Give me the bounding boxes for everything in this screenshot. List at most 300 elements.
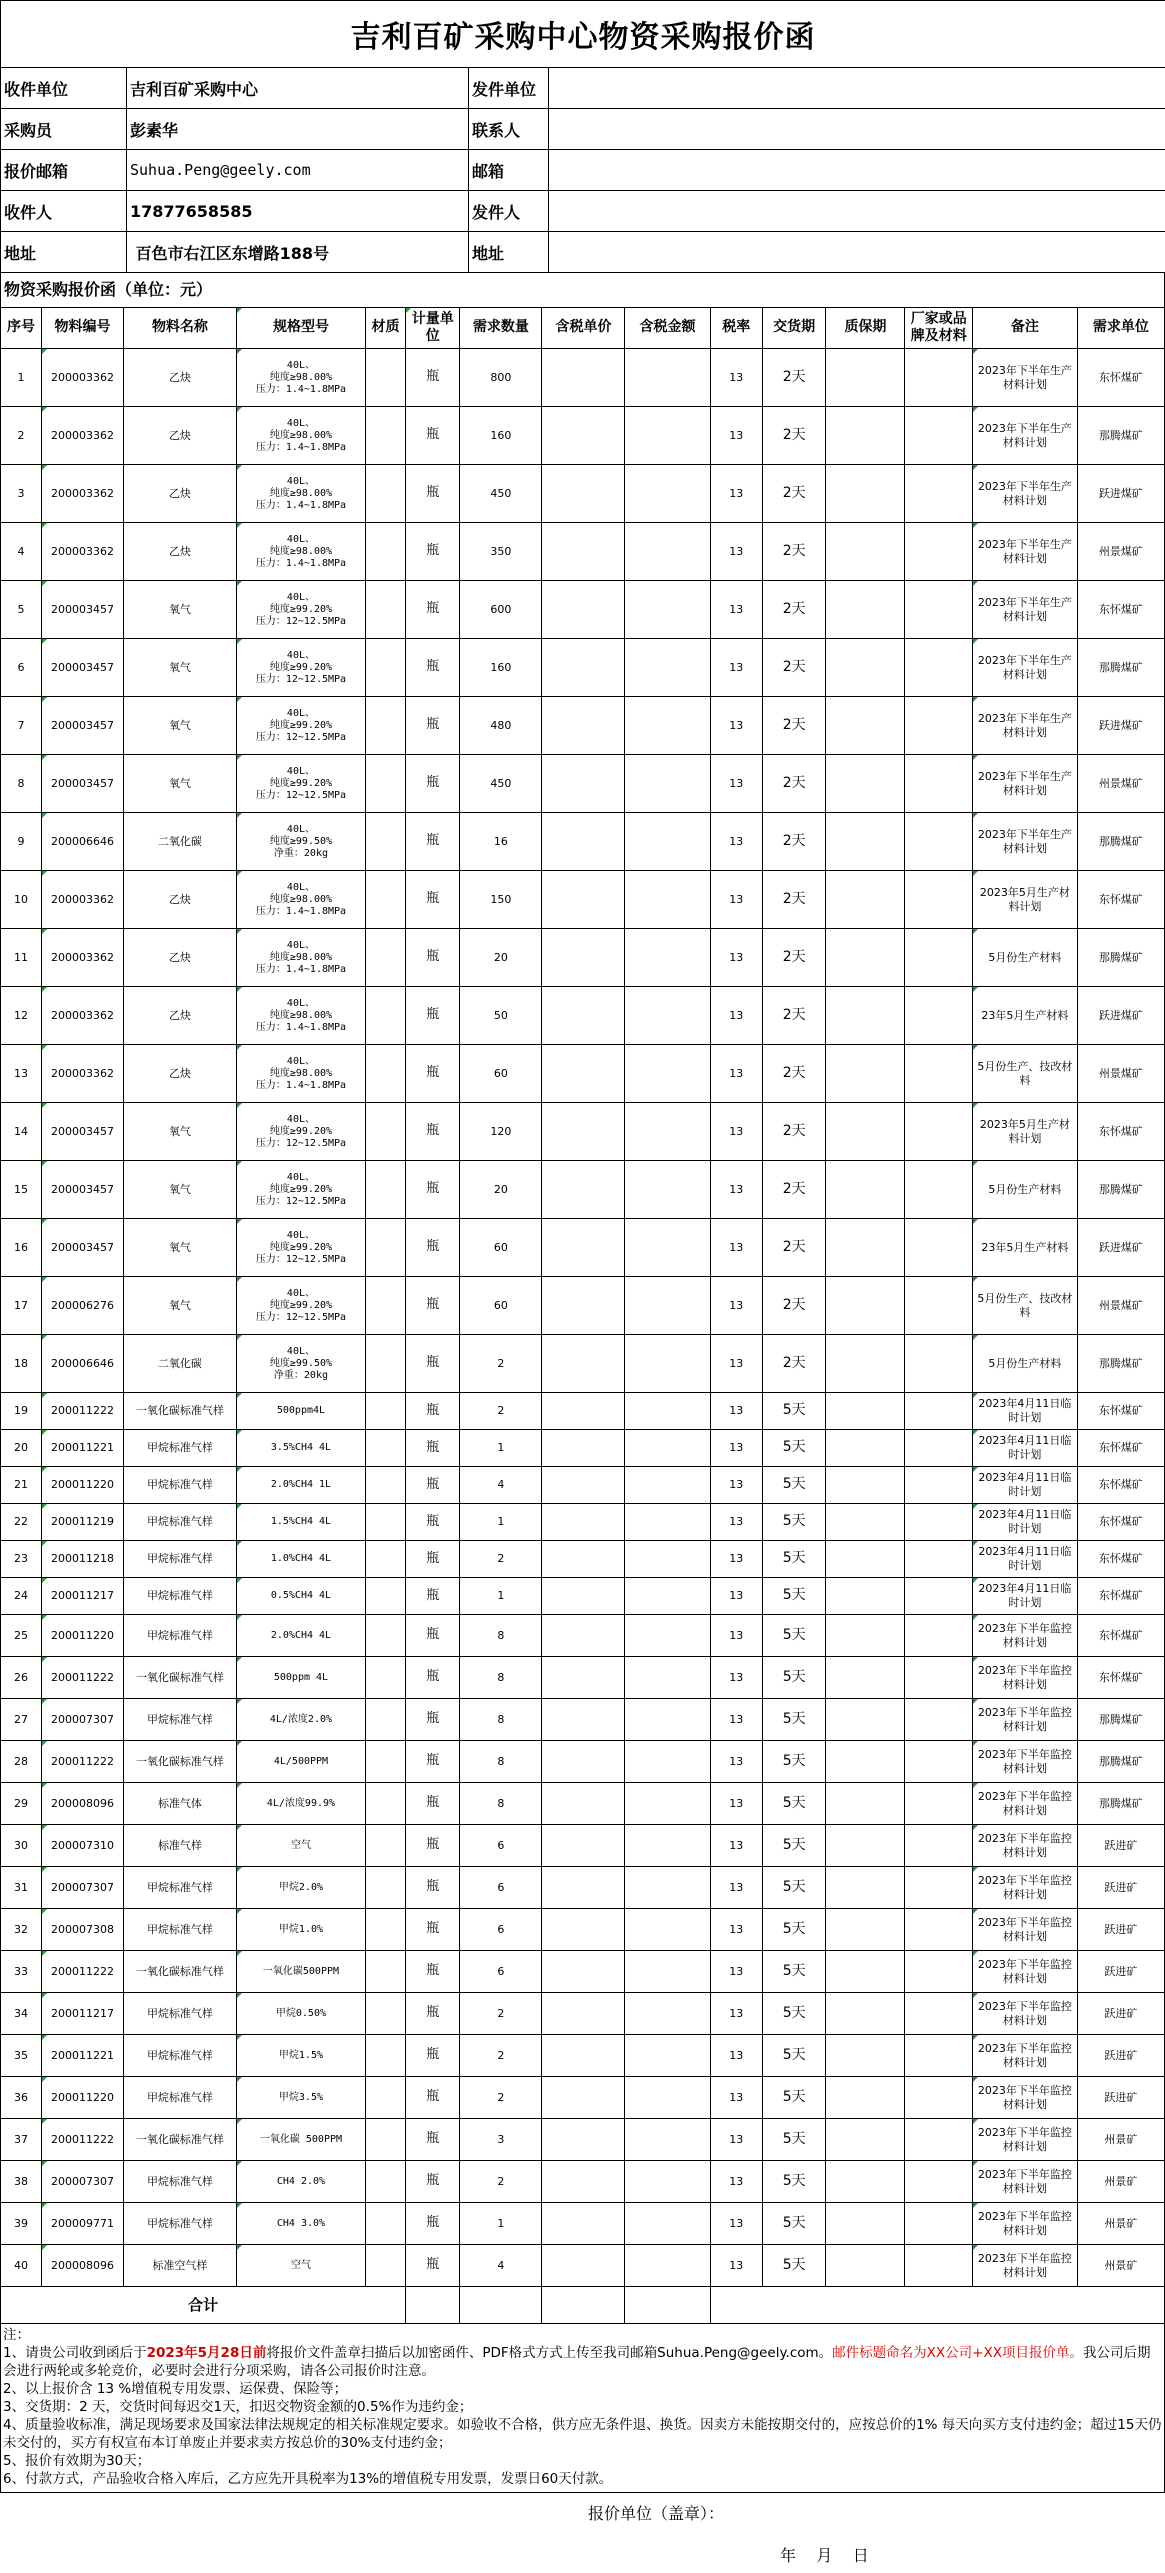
material-quality[interactable] xyxy=(366,1504,406,1541)
unit: 瓶 xyxy=(406,813,460,871)
warranty[interactable] xyxy=(826,1335,905,1393)
warranty[interactable] xyxy=(826,1699,905,1741)
row-number: 20 xyxy=(1,1430,42,1467)
material-quality[interactable] xyxy=(366,1699,406,1741)
amount[interactable] xyxy=(625,1578,710,1615)
material-quality[interactable] xyxy=(366,755,406,813)
material-quality[interactable] xyxy=(366,1951,406,1993)
manufacturer[interactable] xyxy=(905,1867,973,1909)
spec: 40L、 纯度≥99.20% 压力：12~12.5MPa xyxy=(236,639,365,697)
unit-price[interactable] xyxy=(542,813,625,871)
material-quality[interactable] xyxy=(366,639,406,697)
amount[interactable] xyxy=(625,2245,710,2287)
unit-price[interactable] xyxy=(542,1103,625,1161)
warranty[interactable] xyxy=(826,1909,905,1951)
tax-rate: 13 xyxy=(710,639,762,697)
warranty[interactable] xyxy=(826,1430,905,1467)
material-name: 甲烷标准气样 xyxy=(124,1909,237,1951)
amount[interactable] xyxy=(625,1161,710,1219)
warranty[interactable] xyxy=(826,1393,905,1430)
material-code: 200011220 xyxy=(42,1615,124,1657)
unit-price[interactable] xyxy=(542,349,625,407)
material-quality[interactable] xyxy=(366,2203,406,2245)
tax-rate: 13 xyxy=(710,1783,762,1825)
material-name: 标准气体 xyxy=(124,1783,237,1825)
unit-price[interactable] xyxy=(542,2245,625,2287)
note-2: 2、以上报价含 13 %增值税专用发票、运保费、保险等； xyxy=(3,2381,1162,2399)
material-quality[interactable] xyxy=(366,697,406,755)
amount[interactable] xyxy=(625,581,710,639)
unit-price[interactable] xyxy=(542,1741,625,1783)
warranty[interactable] xyxy=(826,2077,905,2119)
warranty[interactable] xyxy=(826,1219,905,1277)
warranty[interactable] xyxy=(826,349,905,407)
send-unit-value[interactable] xyxy=(549,68,1165,109)
amount[interactable] xyxy=(625,1699,710,1741)
manufacturer[interactable] xyxy=(905,1951,973,1993)
material-code: 200011222 xyxy=(42,1657,124,1699)
unit: 瓶 xyxy=(406,1909,460,1951)
amount[interactable] xyxy=(625,407,710,465)
manufacturer[interactable] xyxy=(905,639,973,697)
material-quality[interactable] xyxy=(366,1161,406,1219)
material-name: 一氧化碳标准气样 xyxy=(124,1741,237,1783)
remark: 2023年下半年监控材料计划 xyxy=(973,1951,1078,1993)
manufacturer[interactable] xyxy=(905,1335,973,1393)
quantity: 1 xyxy=(460,2203,542,2245)
table-row xyxy=(1,697,1165,755)
warranty[interactable] xyxy=(826,1993,905,2035)
manufacturer[interactable] xyxy=(905,1578,973,1615)
unit-price[interactable] xyxy=(542,1993,625,2035)
amount[interactable] xyxy=(625,871,710,929)
warranty[interactable] xyxy=(826,2203,905,2245)
amount[interactable] xyxy=(625,349,710,407)
material-code: 200011221 xyxy=(42,1430,124,1467)
table-row xyxy=(1,2161,1165,2203)
unit-price[interactable] xyxy=(542,1578,625,1615)
manufacturer[interactable] xyxy=(905,1783,973,1825)
amount[interactable] xyxy=(625,987,710,1045)
quantity: 20 xyxy=(460,1161,542,1219)
warranty[interactable] xyxy=(826,523,905,581)
manufacturer[interactable] xyxy=(905,2161,973,2203)
unit-price[interactable] xyxy=(542,1430,625,1467)
manufacturer[interactable] xyxy=(905,1045,973,1103)
amount[interactable] xyxy=(625,1103,710,1161)
material-quality[interactable] xyxy=(366,987,406,1045)
amount[interactable] xyxy=(625,1045,710,1103)
manufacturer[interactable] xyxy=(905,697,973,755)
manufacturer[interactable] xyxy=(905,2245,973,2287)
material-code: 200003457 xyxy=(42,1103,124,1161)
unit-price[interactable] xyxy=(542,407,625,465)
warranty[interactable] xyxy=(826,1277,905,1335)
amount[interactable] xyxy=(625,1825,710,1867)
quantity: 2 xyxy=(460,2035,542,2077)
material-name: 甲烷标准气样 xyxy=(124,2161,237,2203)
table-row xyxy=(1,755,1165,813)
table-row xyxy=(1,2077,1165,2119)
material-quality[interactable] xyxy=(366,929,406,987)
unit-price[interactable] xyxy=(542,2077,625,2119)
tax-rate: 13 xyxy=(710,1657,762,1699)
material-quality[interactable] xyxy=(366,1430,406,1467)
table-row xyxy=(1,2119,1165,2161)
manufacturer[interactable] xyxy=(905,2119,973,2161)
material-quality[interactable] xyxy=(366,407,406,465)
unit-price[interactable] xyxy=(542,2203,625,2245)
warranty[interactable] xyxy=(826,581,905,639)
manufacturer[interactable] xyxy=(905,1467,973,1504)
unit-price[interactable] xyxy=(542,465,625,523)
remark: 2023年5月生产材料计划 xyxy=(973,871,1078,929)
manufacturer[interactable] xyxy=(905,407,973,465)
quantity: 120 xyxy=(460,1103,542,1161)
warranty[interactable] xyxy=(826,465,905,523)
warranty[interactable] xyxy=(826,1467,905,1504)
manufacturer[interactable] xyxy=(905,1993,973,2035)
delivery: 5天 xyxy=(762,2203,826,2245)
manufacturer[interactable] xyxy=(905,1277,973,1335)
row-number: 30 xyxy=(1,1825,42,1867)
quantity: 8 xyxy=(460,1783,542,1825)
amount[interactable] xyxy=(625,1993,710,2035)
table-row xyxy=(1,1825,1165,1867)
material-quality[interactable] xyxy=(366,1045,406,1103)
amount[interactable] xyxy=(625,1783,710,1825)
mailbox-value[interactable] xyxy=(549,150,1165,191)
material-quality[interactable] xyxy=(366,581,406,639)
manufacturer[interactable] xyxy=(905,1161,973,1219)
warranty[interactable] xyxy=(826,1504,905,1541)
row-number: 14 xyxy=(1,1103,42,1161)
column-header: 备注 xyxy=(973,308,1078,349)
department: 东怀煤矿 xyxy=(1077,1578,1164,1615)
material-quality[interactable] xyxy=(366,1657,406,1699)
sender-label: 发件人 xyxy=(469,191,549,232)
amount[interactable] xyxy=(625,1867,710,1909)
amount[interactable] xyxy=(625,1393,710,1430)
amount[interactable] xyxy=(625,1909,710,1951)
recipient-value[interactable]: 17877658585 xyxy=(127,191,469,232)
unit-price[interactable] xyxy=(542,755,625,813)
info-table xyxy=(0,67,1165,273)
material-quality[interactable] xyxy=(366,2119,406,2161)
delivery: 2天 xyxy=(762,1219,826,1277)
warranty[interactable] xyxy=(826,813,905,871)
remark: 2023年下半年监控材料计划 xyxy=(973,1867,1078,1909)
manufacturer[interactable] xyxy=(905,2077,973,2119)
tax-rate: 13 xyxy=(710,1541,762,1578)
material-quality[interactable] xyxy=(366,523,406,581)
manufacturer[interactable] xyxy=(905,1909,973,1951)
manufacturer[interactable] xyxy=(905,871,973,929)
warranty[interactable] xyxy=(826,1951,905,1993)
warranty[interactable] xyxy=(826,987,905,1045)
spec: 40L、 纯度≥99.20% 压力：12~12.5MPa xyxy=(236,755,365,813)
unit-price[interactable] xyxy=(542,1783,625,1825)
address2-label: 地址 xyxy=(469,232,549,273)
amount[interactable] xyxy=(625,465,710,523)
unit-price[interactable] xyxy=(542,1951,625,1993)
unit-price[interactable] xyxy=(542,2119,625,2161)
unit-price[interactable] xyxy=(542,1335,625,1393)
material-quality[interactable] xyxy=(366,2245,406,2287)
unit-price[interactable] xyxy=(542,1277,625,1335)
remark: 2023年4月11日临时计划 xyxy=(973,1578,1078,1615)
column-header: 物料名称 xyxy=(124,308,237,349)
amount[interactable] xyxy=(625,1219,710,1277)
manufacturer[interactable] xyxy=(905,581,973,639)
warranty[interactable] xyxy=(826,755,905,813)
material-quality[interactable] xyxy=(366,1825,406,1867)
amount[interactable] xyxy=(625,523,710,581)
amount[interactable] xyxy=(625,697,710,755)
unit-price[interactable] xyxy=(542,639,625,697)
unit: 瓶 xyxy=(406,987,460,1045)
manufacturer[interactable] xyxy=(905,1741,973,1783)
warranty[interactable] xyxy=(826,2035,905,2077)
contact-value[interactable] xyxy=(549,109,1165,150)
spec: 500ppm4L xyxy=(236,1393,365,1430)
department: 东怀煤矿 xyxy=(1077,581,1164,639)
manufacturer[interactable] xyxy=(905,1219,973,1277)
tax-rate: 13 xyxy=(710,1504,762,1541)
manufacturer[interactable] xyxy=(905,1657,973,1699)
unit-price[interactable] xyxy=(542,1393,625,1430)
unit-price[interactable] xyxy=(542,1504,625,1541)
material-quality[interactable] xyxy=(366,1909,406,1951)
tax-rate: 13 xyxy=(710,1699,762,1741)
material-name: 甲烷标准气样 xyxy=(124,1541,237,1578)
amount[interactable] xyxy=(625,639,710,697)
tax-rate: 13 xyxy=(710,523,762,581)
items-table xyxy=(0,307,1165,2324)
delivery: 2天 xyxy=(762,929,826,987)
warranty[interactable] xyxy=(826,407,905,465)
quantity: 150 xyxy=(460,871,542,929)
quantity: 6 xyxy=(460,1951,542,1993)
delivery: 5天 xyxy=(762,1993,826,2035)
material-name: 一氧化碳标准气样 xyxy=(124,1657,237,1699)
material-quality[interactable] xyxy=(366,1783,406,1825)
delivery: 5天 xyxy=(762,1393,826,1430)
warranty[interactable] xyxy=(826,1578,905,1615)
manufacturer[interactable] xyxy=(905,1393,973,1430)
material-quality[interactable] xyxy=(366,1741,406,1783)
material-quality[interactable] xyxy=(366,2077,406,2119)
manufacturer[interactable] xyxy=(905,987,973,1045)
unit-price[interactable] xyxy=(542,1161,625,1219)
delivery: 5天 xyxy=(762,1783,826,1825)
unit-price[interactable] xyxy=(542,987,625,1045)
material-quality[interactable] xyxy=(366,1541,406,1578)
table-row xyxy=(1,1219,1165,1277)
warranty[interactable] xyxy=(826,1103,905,1161)
unit-price[interactable] xyxy=(542,1045,625,1103)
remark: 2023年4月11日临时计划 xyxy=(973,1467,1078,1504)
warranty[interactable] xyxy=(826,1045,905,1103)
material-quality[interactable] xyxy=(366,871,406,929)
tax-rate: 13 xyxy=(710,1578,762,1615)
unit: 瓶 xyxy=(406,755,460,813)
amount[interactable] xyxy=(625,2203,710,2245)
material-quality[interactable] xyxy=(366,1219,406,1277)
unit-price[interactable] xyxy=(542,2035,625,2077)
manufacturer[interactable] xyxy=(905,1103,973,1161)
amount[interactable] xyxy=(625,1467,710,1504)
warranty[interactable] xyxy=(826,639,905,697)
spec: 40L、 纯度≥98.00% 压力：1.4~1.8MPa xyxy=(236,1045,365,1103)
amount[interactable] xyxy=(625,2119,710,2161)
delivery: 2天 xyxy=(762,581,826,639)
spec: 甲烷2.0% xyxy=(236,1867,365,1909)
warranty[interactable] xyxy=(826,1615,905,1657)
amount[interactable] xyxy=(625,2161,710,2203)
material-quality[interactable] xyxy=(366,465,406,523)
delivery: 5天 xyxy=(762,1699,826,1741)
unit-price[interactable] xyxy=(542,581,625,639)
unit-price[interactable] xyxy=(542,1541,625,1578)
manufacturer[interactable] xyxy=(905,1825,973,1867)
delivery: 2天 xyxy=(762,755,826,813)
amount[interactable] xyxy=(625,1615,710,1657)
unit-price[interactable] xyxy=(542,523,625,581)
row-number: 28 xyxy=(1,1741,42,1783)
sender-value[interactable] xyxy=(549,191,1165,232)
amount[interactable] xyxy=(625,1335,710,1393)
manufacturer[interactable] xyxy=(905,755,973,813)
amount[interactable] xyxy=(625,1504,710,1541)
warranty[interactable] xyxy=(826,2119,905,2161)
amount[interactable] xyxy=(625,1430,710,1467)
material-quality[interactable] xyxy=(366,2035,406,2077)
material-quality[interactable] xyxy=(366,349,406,407)
material-quality[interactable] xyxy=(366,2161,406,2203)
unit-price[interactable] xyxy=(542,1825,625,1867)
total-amount[interactable] xyxy=(625,2287,710,2324)
material-quality[interactable] xyxy=(366,1103,406,1161)
unit-price[interactable] xyxy=(542,1467,625,1504)
material-quality[interactable] xyxy=(366,1867,406,1909)
tax-rate: 13 xyxy=(710,1993,762,2035)
amount[interactable] xyxy=(625,2077,710,2119)
unit: 瓶 xyxy=(406,2245,460,2287)
unit-price[interactable] xyxy=(542,697,625,755)
manufacturer[interactable] xyxy=(905,523,973,581)
warranty[interactable] xyxy=(826,1541,905,1578)
unit: 瓶 xyxy=(406,465,460,523)
warranty[interactable] xyxy=(826,1783,905,1825)
manufacturer[interactable] xyxy=(905,1504,973,1541)
address-value[interactable]: 百色市右江区东增路188号 xyxy=(127,232,469,273)
amount[interactable] xyxy=(625,813,710,871)
column-header: 含税金额 xyxy=(625,308,710,349)
unit-price[interactable] xyxy=(542,1219,625,1277)
amount[interactable] xyxy=(625,1277,710,1335)
warranty[interactable] xyxy=(826,1741,905,1783)
unit-price[interactable] xyxy=(542,1657,625,1699)
amount[interactable] xyxy=(625,1541,710,1578)
warranty[interactable] xyxy=(826,2245,905,2287)
address-label: 地址 xyxy=(1,232,127,273)
material-code: 200007310 xyxy=(42,1825,124,1867)
amount[interactable] xyxy=(625,929,710,987)
warranty[interactable] xyxy=(826,871,905,929)
warranty[interactable] xyxy=(826,1161,905,1219)
spec: 甲烷1.5% xyxy=(236,2035,365,2077)
amount[interactable] xyxy=(625,1951,710,1993)
material-name: 乙炔 xyxy=(124,929,237,987)
manufacturer[interactable] xyxy=(905,349,973,407)
manufacturer[interactable] xyxy=(905,929,973,987)
warranty[interactable] xyxy=(826,1657,905,1699)
amount[interactable] xyxy=(625,755,710,813)
remark: 2023年下半年监控材料计划 xyxy=(973,2245,1078,2287)
delivery: 5天 xyxy=(762,2245,826,2287)
manufacturer[interactable] xyxy=(905,1699,973,1741)
material-quality[interactable] xyxy=(366,813,406,871)
unit-price[interactable] xyxy=(542,1699,625,1741)
remark: 5月份生产、技改材料 xyxy=(973,1045,1078,1103)
unit-price[interactable] xyxy=(542,2161,625,2203)
material-code: 200011217 xyxy=(42,1578,124,1615)
material-quality[interactable] xyxy=(366,1467,406,1504)
unit-price[interactable] xyxy=(542,1615,625,1657)
manufacturer[interactable] xyxy=(905,465,973,523)
material-code: 200003457 xyxy=(42,755,124,813)
unit-price[interactable] xyxy=(542,1867,625,1909)
manufacturer[interactable] xyxy=(905,1430,973,1467)
row-number: 15 xyxy=(1,1161,42,1219)
amount[interactable] xyxy=(625,1657,710,1699)
unit-price[interactable] xyxy=(542,871,625,929)
material-code: 200006276 xyxy=(42,1277,124,1335)
manufacturer[interactable] xyxy=(905,2203,973,2245)
material-quality[interactable] xyxy=(366,1277,406,1335)
material-quality[interactable] xyxy=(366,1335,406,1393)
manufacturer[interactable] xyxy=(905,1541,973,1578)
material-quality[interactable] xyxy=(366,1993,406,2035)
manufacturer[interactable] xyxy=(905,1615,973,1657)
material-quality[interactable] xyxy=(366,1393,406,1430)
unit-price[interactable] xyxy=(542,1909,625,1951)
warranty[interactable] xyxy=(826,697,905,755)
recv-unit-value[interactable]: 吉利百矿采购中心 xyxy=(127,68,469,109)
spec: 40L、 纯度≥99.20% 压力：12~12.5MPa xyxy=(236,581,365,639)
quantity: 350 xyxy=(460,523,542,581)
material-quality[interactable] xyxy=(366,1578,406,1615)
amount[interactable] xyxy=(625,1741,710,1783)
material-name: 氧气 xyxy=(124,1219,237,1277)
unit: 瓶 xyxy=(406,2203,460,2245)
material-quality[interactable] xyxy=(366,1615,406,1657)
warranty[interactable] xyxy=(826,2161,905,2203)
buyer-value[interactable]: 彭素华 xyxy=(127,109,469,150)
warranty[interactable] xyxy=(826,929,905,987)
amount[interactable] xyxy=(625,2035,710,2077)
manufacturer[interactable] xyxy=(905,813,973,871)
address2-value[interactable] xyxy=(549,232,1165,273)
manufacturer[interactable] xyxy=(905,2035,973,2077)
warranty[interactable] xyxy=(826,1867,905,1909)
warranty[interactable] xyxy=(826,1825,905,1867)
email-value[interactable]: Suhua.Peng@geely.com xyxy=(127,150,469,191)
table-row xyxy=(1,1467,1165,1504)
unit-price[interactable] xyxy=(542,929,625,987)
remark: 5月份生产材料 xyxy=(973,1335,1078,1393)
